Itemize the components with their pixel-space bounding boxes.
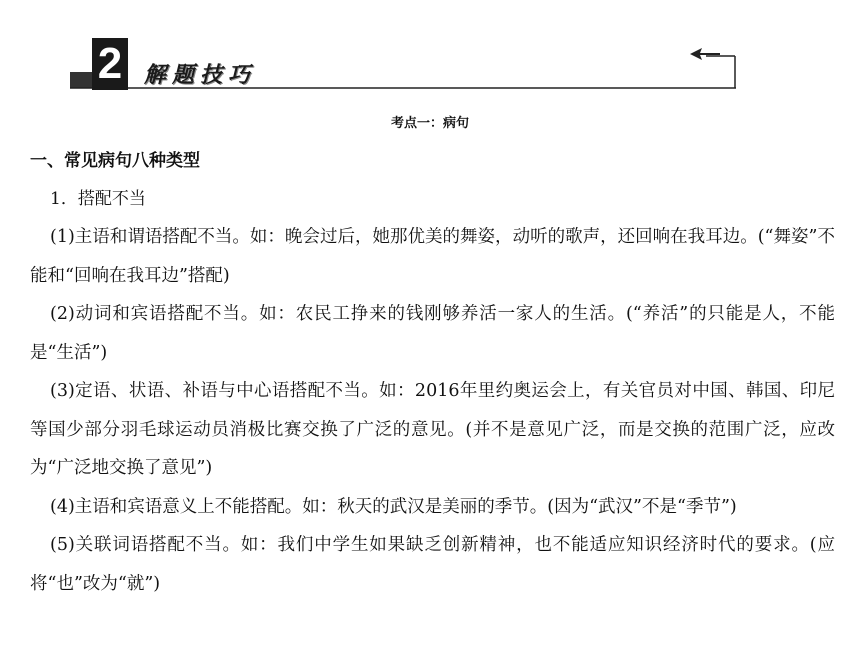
paragraph-2: (2)动词和宾语搭配不当。如：农民工挣来的钱刚够养活一家人的生活。(“养活”的只能是人，不能是“生活”) — [30, 304, 835, 363]
paragraph-1: (1)主语和谓语搭配不当。如：晚会过后，她那优美的舞姿，动听的歌声，还回响在我耳边。(“舞姿”不能和“回响在我耳边”搭配) — [30, 227, 835, 286]
paragraph-4: (4)主语和宾语意义上不能搭配。如：秋天的武汉是美丽的季节。(因为“武汉”不是“季节”) — [50, 496, 737, 517]
body-text — [30, 218, 835, 603]
section-title: 解题技巧 — [144, 63, 257, 88]
section-heading: 一、常见病句八种类型 — [30, 151, 200, 171]
arrow-left-icon — [690, 46, 724, 62]
section-number-badge: 2 — [92, 38, 128, 90]
topic-subtitle: 考点一：病句 — [390, 116, 469, 131]
sub-heading: 1．搭配不当 — [50, 189, 146, 209]
paragraph-5: (5)关联词语搭配不当。如：我们中学生如果缺乏创新精神，也不能适应知识经济时代的要求。(应将“也”改为“就”) — [30, 535, 835, 594]
paragraph-3: (3)定语、状语、补语与中心语搭配不当。如：2016年里约奥运会上，有关官员对中国、韩国、印尼等国少部分羽毛球运动员消极比赛交换了广泛的意见。(并不是意见广泛，而是交换的范围广泛，应改为“广泛地交换了意见”) — [30, 381, 835, 478]
